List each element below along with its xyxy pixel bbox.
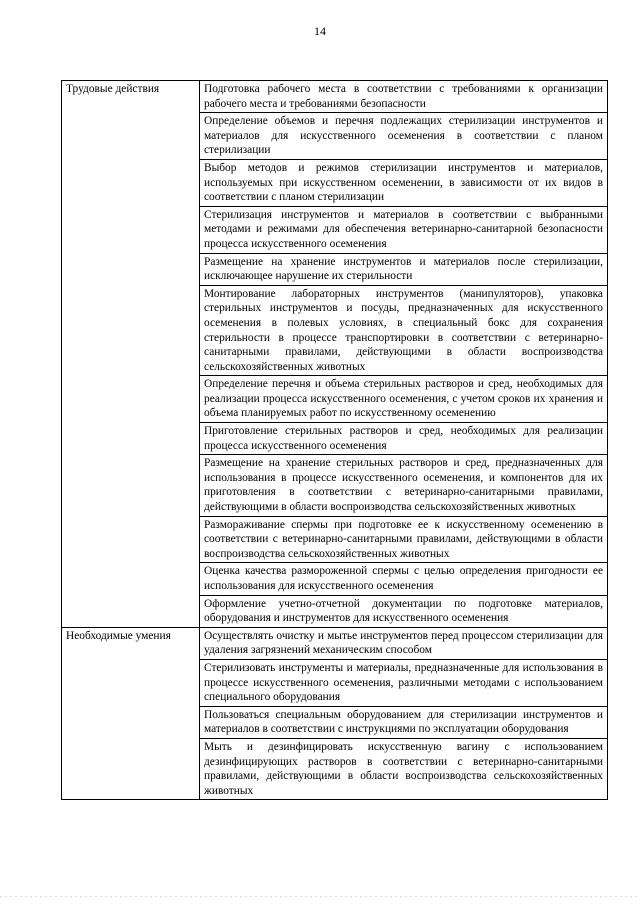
scan-edge-mark bbox=[0, 896, 640, 897]
labor-action-item: Стерилизация инструментов и материалов в соответствии с выбранными методами и режимами для обеспечения ветеринарно-санитарной безопасности процесса искусственного осеменения bbox=[200, 206, 608, 253]
labor-action-item: Выбор методов и режимов стерилизации инструментов и материалов, используемых при искусственном осеменении, в зависимости от их видов в соответствии с планом стерилизации bbox=[200, 159, 608, 206]
page-number: 14 bbox=[314, 24, 326, 38]
section-label-required-skills: Необходимые умения bbox=[62, 627, 200, 800]
required-skill-item: Осуществлять очистку и мытье инструментов перед процессом стерилизации для удаления загрязнений механическим способом bbox=[200, 627, 608, 659]
table-row bbox=[62, 627, 608, 659]
labor-action-item: Подготовка рабочего места в соответствии с требованиями к организации рабочего места и требованиями безопасности bbox=[200, 81, 608, 113]
required-skill-item: Пользоваться специальным оборудованием для стерилизации инструментов и материалов в соответствии с инструкциями по эксплуатации оборудования bbox=[200, 706, 608, 738]
section-label-labor-actions: Трудовые действия bbox=[62, 81, 200, 628]
labor-action-item: Размещение на хранение инструментов и материалов после стерилизации, исключающее нарушение их стерильности bbox=[200, 253, 608, 285]
professional-standard-table bbox=[61, 80, 608, 800]
labor-action-item: Размораживание спермы при подготовке ее к искусственному осеменению в соответствии с ветеринарно-санитарными правилами, действующими в области воспроизводства сельскохозяйственных животных bbox=[200, 516, 608, 563]
labor-action-item: Оценка качества размороженной спермы с целью определения пригодности ее использования для искусственного осеменения bbox=[200, 563, 608, 595]
required-skill-item: Стерилизовать инструменты и материалы, предназначенные для использования в процессе искусственного осеменения, различными методами с использованием специального оборудования bbox=[200, 659, 608, 706]
labor-action-item: Монтирование лабораторных инструментов (манипуляторов), упаковка стерильных инструментов и посуды, предназначенных для искусственного осеменения в полевых условиях, в специальный бокс для сохранения стерильности в процессе транспортировки в соответствии с ветеринарно-санитарными правилами, действующими в области воспроизводства сельскохозяйственных животных bbox=[200, 285, 608, 376]
labor-action-item: Оформление учетно-отчетной документации по подготовке материалов, оборудования и инструментов для искусственного осеменения bbox=[200, 595, 608, 627]
labor-action-item: Размещение на хранение стерильных растворов и сред, предназначенных для использования в процессе искусственного осеменения, и компонентов для их приготовления в соответствии с ветеринарно-санитарными правилами, действующими в области воспроизводства сельскохозяйственных животных bbox=[200, 455, 608, 516]
required-skill-item: Мыть и дезинфицировать искусственную вагину с использованием дезинфицирующих растворов в соответствии с ветеринарно-санитарными правилами, действующими в области воспроизводства сельскохозяйственных животных bbox=[200, 738, 608, 799]
table-row bbox=[62, 81, 608, 113]
labor-action-item: Определение перечня и объема стерильных растворов и сред, необходимых для реализации процесса искусственного осеменения, с учетом сроков их хранения и объема планируемых работ по искусственному осеменению bbox=[200, 376, 608, 423]
labor-action-item: Приготовление стерильных растворов и сред, необходимых для реализации процесса искусственного осеменения bbox=[200, 423, 608, 455]
labor-action-item: Определение объемов и перечня подлежащих стерилизации инструментов и материалов для искусственного осеменения в соответствии с планом стерилизации bbox=[200, 113, 608, 160]
